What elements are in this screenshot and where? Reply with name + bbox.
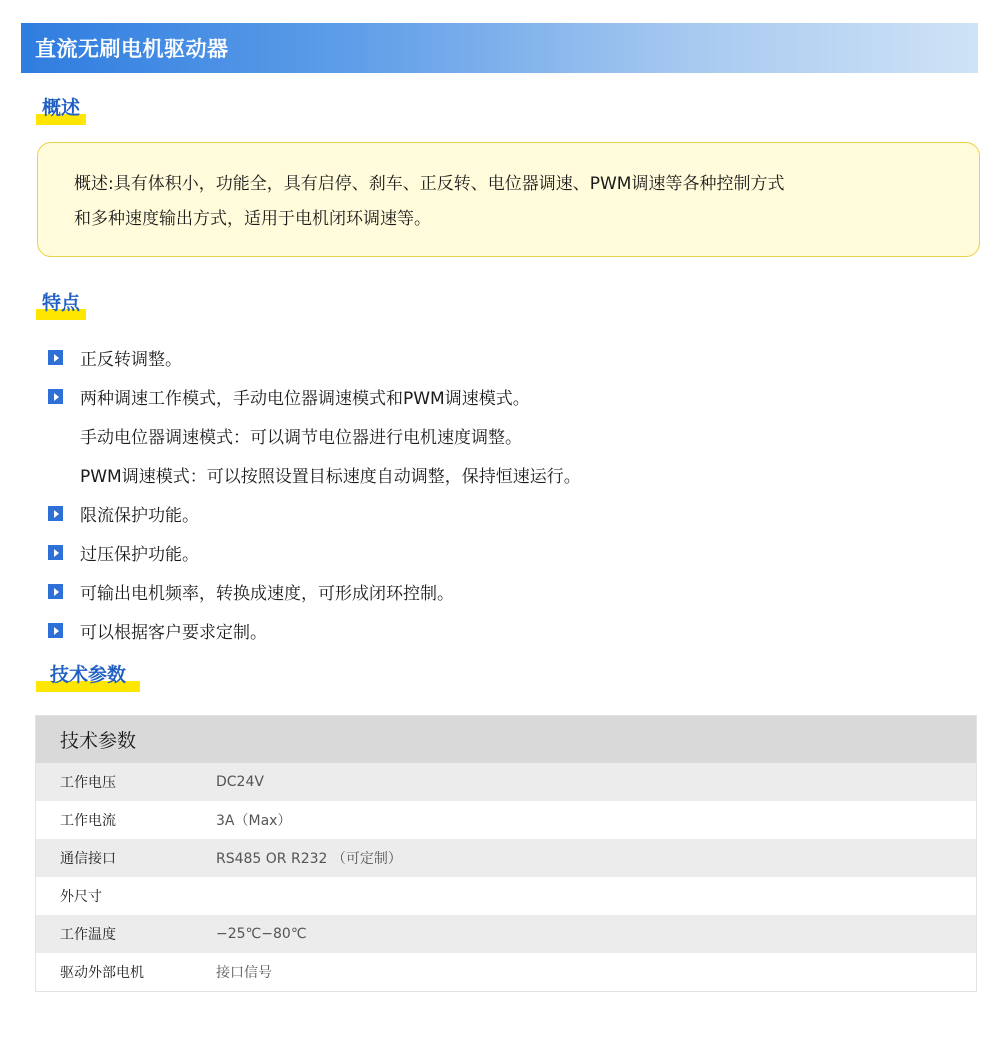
list-item xyxy=(48,611,968,650)
features-heading-label: 特点 xyxy=(42,292,81,314)
spec-value: DC24V xyxy=(216,774,264,790)
spec-key: 驱动外部电机 xyxy=(60,965,144,981)
feature-list xyxy=(48,338,968,650)
features-heading xyxy=(36,290,86,320)
overview-box xyxy=(37,142,980,257)
chevron-right-square-icon xyxy=(48,350,63,365)
page-title: 直流无刷电机驱动器 xyxy=(35,37,229,61)
feature-subtext: PWM调速模式：可以按照设置目标速度自动调整，保持恒速运行。 xyxy=(80,467,581,487)
spec-table-title: 技术参数 xyxy=(36,716,976,763)
overview-heading-label: 概述 xyxy=(42,97,81,119)
spec-value: RS485 OR R232 （可定制） xyxy=(216,851,402,867)
table-row xyxy=(36,915,976,953)
list-item xyxy=(48,377,968,416)
page-banner xyxy=(21,23,978,73)
list-item xyxy=(48,572,968,611)
feature-text: 两种调速工作模式，手动电位器调速模式和PWM调速模式。 xyxy=(80,389,530,409)
list-item xyxy=(48,494,968,533)
table-row xyxy=(36,763,976,801)
spec-value: 3A（Max） xyxy=(216,813,292,829)
spec-table xyxy=(35,715,977,992)
table-row xyxy=(36,953,976,991)
table-row xyxy=(36,801,976,839)
table-row xyxy=(36,877,976,915)
feature-text: 限流保护功能。 xyxy=(80,506,199,526)
chevron-right-square-icon xyxy=(48,584,63,599)
spec-key: 工作温度 xyxy=(60,927,116,943)
list-item xyxy=(48,338,968,377)
spec-key: 通信接口 xyxy=(60,851,116,867)
feature-text: 可以根据客户要求定制。 xyxy=(80,623,267,643)
list-item xyxy=(48,455,968,494)
spec-value: −25℃−80℃ xyxy=(216,926,307,942)
specs-heading-label: 技术参数 xyxy=(50,664,127,686)
spec-table-body xyxy=(36,763,976,991)
overview-line-1: 概述:具有体积小，功能全，具有启停、刹车、正反转、电位器调速、PWM调速等各种控制方式 xyxy=(74,174,785,194)
table-row xyxy=(36,839,976,877)
spec-key: 外尺寸 xyxy=(60,889,102,905)
chevron-right-square-icon xyxy=(48,545,63,560)
specs-heading xyxy=(36,662,140,692)
chevron-right-square-icon xyxy=(48,623,63,638)
chevron-right-square-icon xyxy=(48,389,63,404)
list-item xyxy=(48,533,968,572)
feature-text: 正反转调整。 xyxy=(80,350,182,370)
feature-text: 过压保护功能。 xyxy=(80,545,199,565)
spec-key: 工作电流 xyxy=(60,813,116,829)
list-item xyxy=(48,416,968,455)
overview-line-2: 和多种速度输出方式，适用于电机闭环调速等。 xyxy=(74,209,431,229)
spec-value: 接口信号 xyxy=(216,965,272,981)
feature-text: 可输出电机频率，转换成速度，可形成闭环控制。 xyxy=(80,584,454,604)
chevron-right-square-icon xyxy=(48,506,63,521)
feature-subtext: 手动电位器调速模式：可以调节电位器进行电机速度调整。 xyxy=(80,428,522,448)
overview-heading xyxy=(36,95,86,125)
spec-key: 工作电压 xyxy=(60,775,116,791)
